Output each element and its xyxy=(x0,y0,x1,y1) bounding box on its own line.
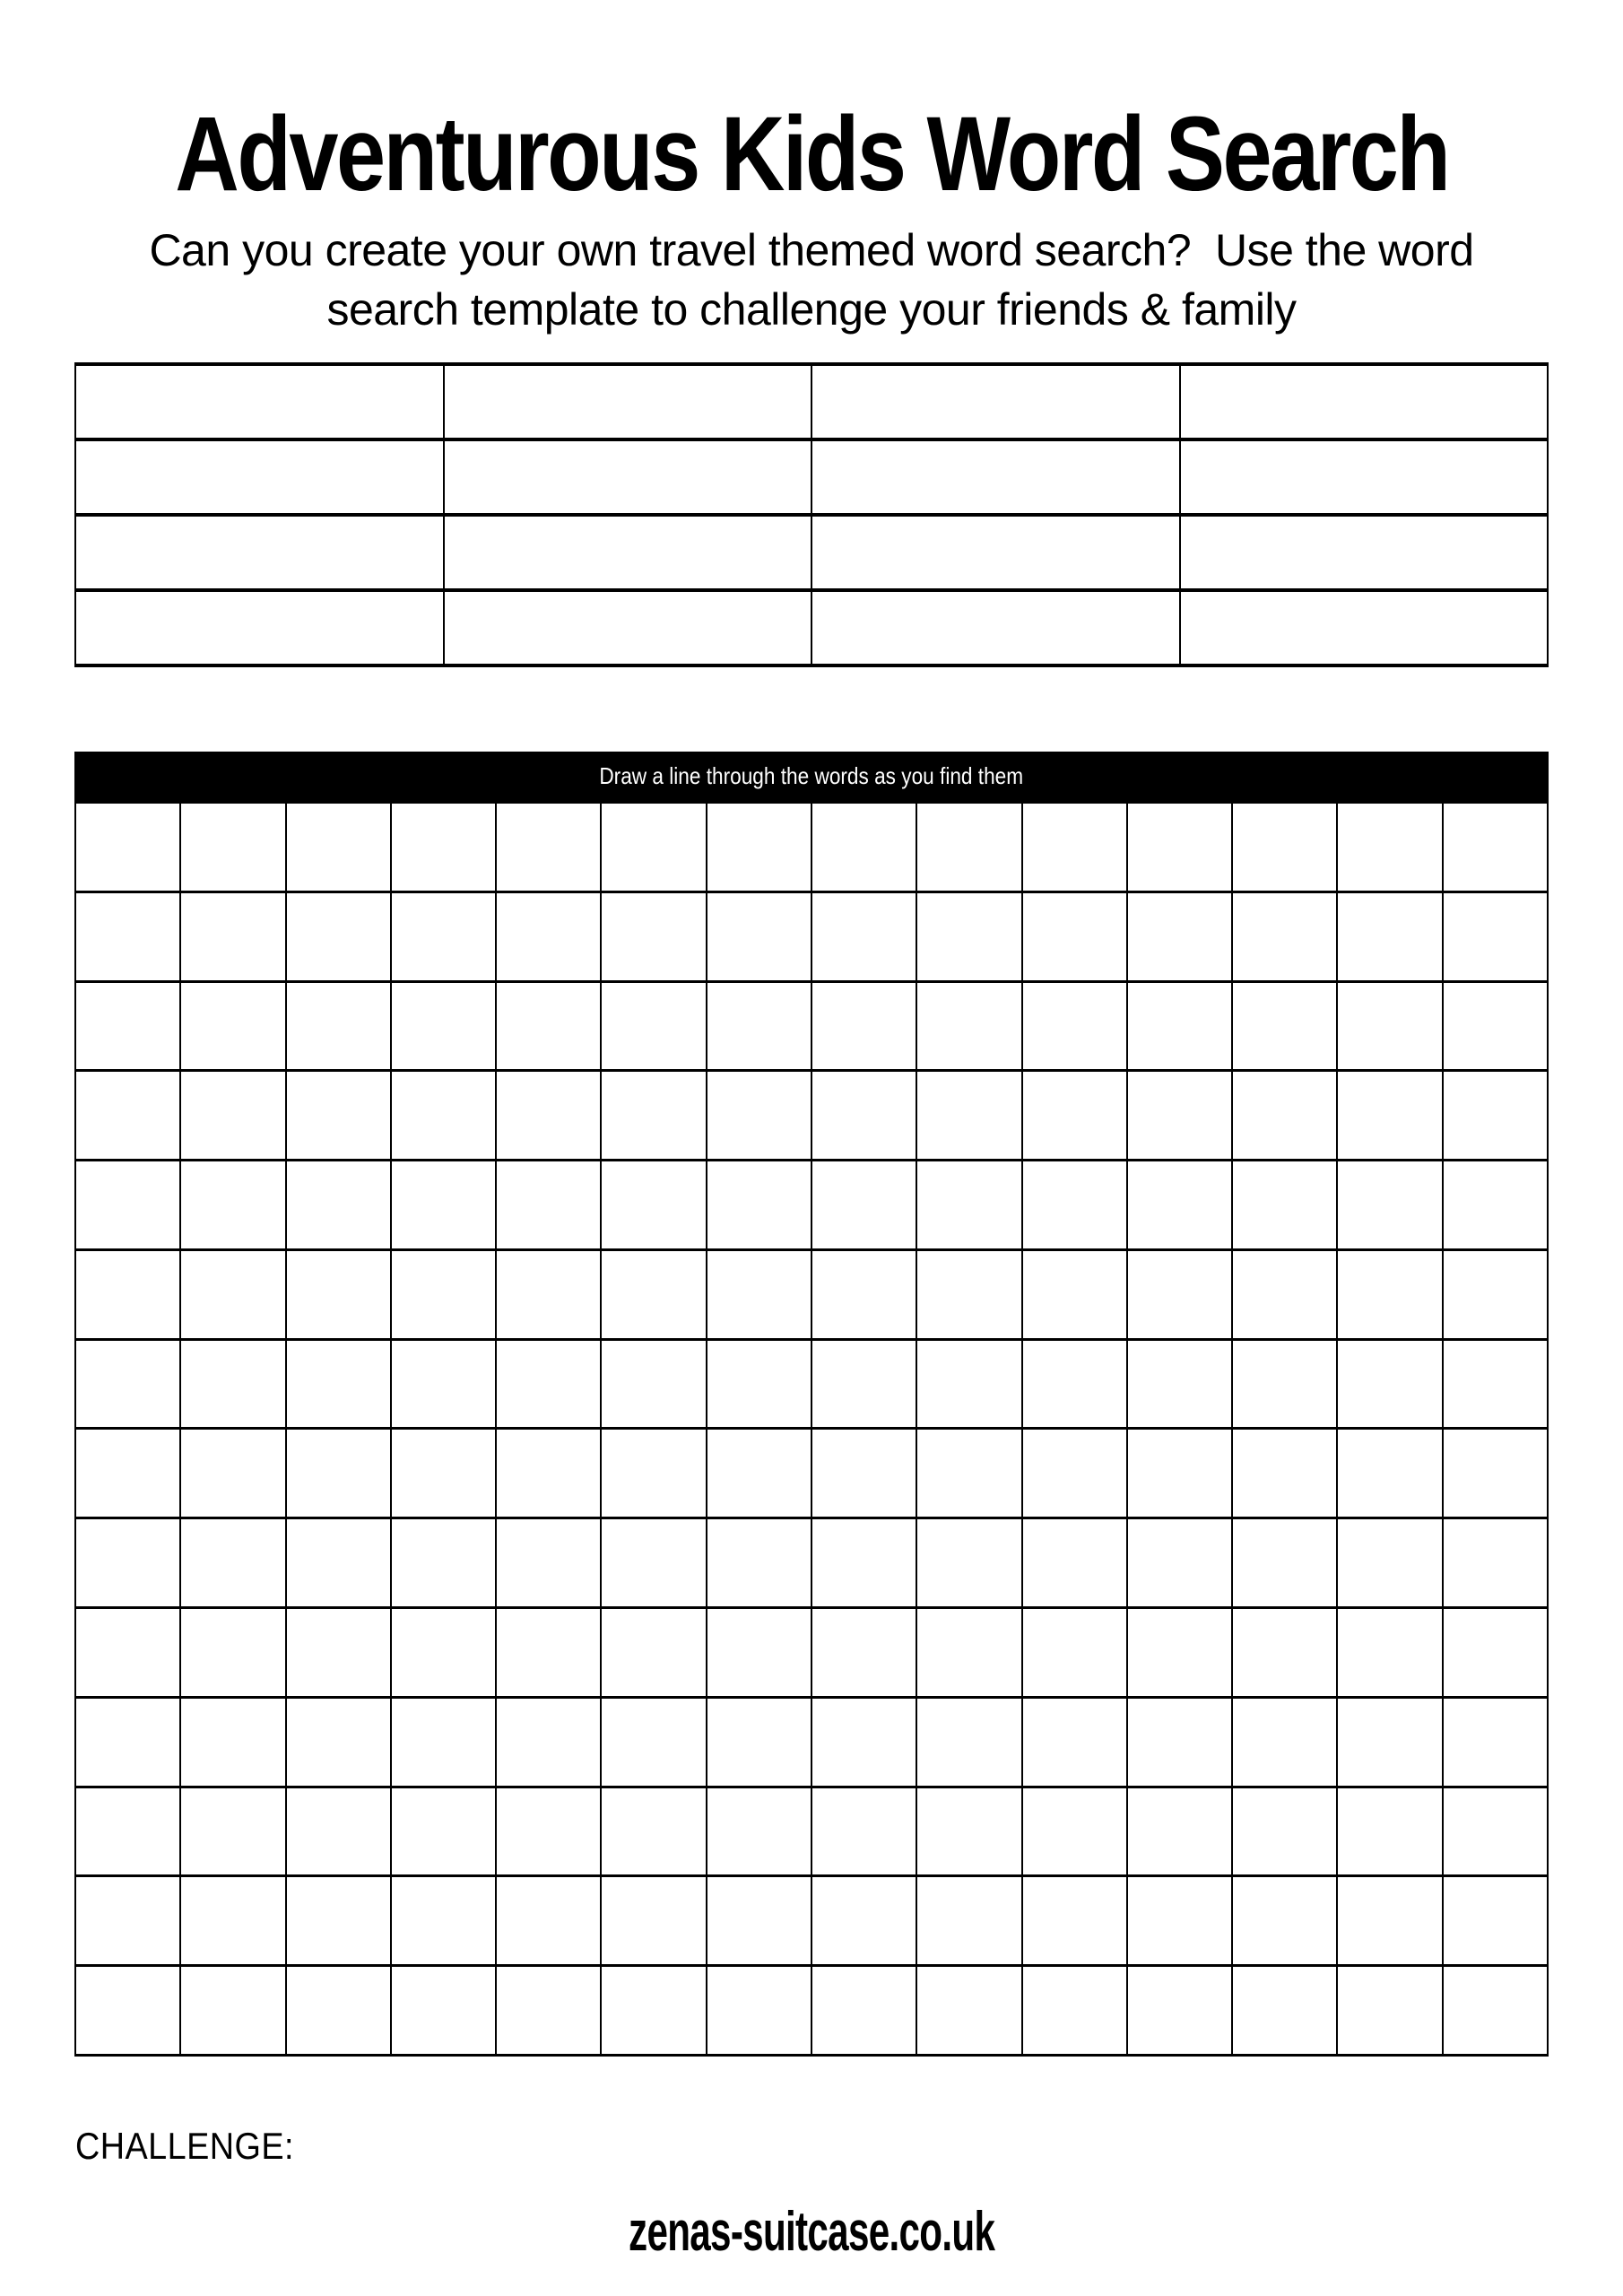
grid-cell xyxy=(1443,1161,1548,1250)
grid-cell xyxy=(1022,1161,1127,1250)
grid-cell xyxy=(286,1249,391,1339)
grid-cell xyxy=(1127,891,1232,981)
grid-cell xyxy=(391,1608,496,1698)
grid-cell-row xyxy=(75,1249,1548,1339)
grid-cell xyxy=(391,803,496,892)
grid-cell xyxy=(1443,1787,1548,1876)
page-title-text: Adventurous Kids Word Search xyxy=(174,95,1449,214)
grid-cell xyxy=(286,1966,391,2056)
grid-cell xyxy=(916,1697,1021,1787)
grid-cell xyxy=(75,1249,180,1339)
grid-cell xyxy=(1232,981,1337,1071)
grid-cell xyxy=(601,981,706,1071)
grid-cell xyxy=(180,1876,285,1966)
grid-cell xyxy=(391,1429,496,1518)
grid-cell xyxy=(1232,1339,1337,1429)
grid-cell-row xyxy=(75,1518,1548,1608)
grid-cell xyxy=(75,1966,180,2056)
grid-cell-row xyxy=(75,1161,1548,1250)
word-list-cell-row xyxy=(75,364,1548,439)
grid-cell xyxy=(75,1161,180,1250)
grid-cell xyxy=(286,1787,391,1876)
site-url xyxy=(0,2201,1623,2263)
word-list-cell xyxy=(75,439,444,515)
grid-cell xyxy=(180,1339,285,1429)
grid-cell xyxy=(1337,1697,1442,1787)
grid-cell xyxy=(601,1966,706,2056)
grid-cell xyxy=(1443,1249,1548,1339)
grid-cell xyxy=(1337,1966,1442,2056)
grid-cell xyxy=(1443,803,1548,892)
grid-cell xyxy=(916,1787,1021,1876)
grid-cell-row xyxy=(75,1339,1548,1429)
grid-cell xyxy=(1022,1249,1127,1339)
word-list-cell xyxy=(444,364,812,439)
grid-cell xyxy=(916,1339,1021,1429)
grid-cell xyxy=(916,1249,1021,1339)
grid-cell xyxy=(75,1876,180,1966)
grid-cell xyxy=(1232,1608,1337,1698)
grid-cell xyxy=(391,1876,496,1966)
grid-cell xyxy=(812,1518,916,1608)
grid-cell xyxy=(601,891,706,981)
grid-cell xyxy=(812,1429,916,1518)
grid-cell-row xyxy=(75,1966,1548,2056)
grid-cell xyxy=(601,1161,706,1250)
grid-cell xyxy=(180,1966,285,2056)
grid-cell xyxy=(707,1071,812,1161)
grid-cell-row xyxy=(75,1697,1548,1787)
grid-cell xyxy=(916,1608,1021,1698)
grid-cell xyxy=(916,891,1021,981)
grid-cell xyxy=(601,1876,706,1966)
grid-cell xyxy=(1443,981,1548,1071)
grid-cell xyxy=(180,1518,285,1608)
grid-cell xyxy=(180,803,285,892)
word-list-cell xyxy=(1180,364,1549,439)
grid-cell-row xyxy=(75,1608,1548,1698)
grid-cell xyxy=(1022,1608,1127,1698)
grid-cell xyxy=(286,981,391,1071)
grid-cell xyxy=(286,1161,391,1250)
grid-cell xyxy=(1232,803,1337,892)
grid-cell xyxy=(916,1518,1021,1608)
grid-cell xyxy=(601,1249,706,1339)
word-list-cell xyxy=(75,515,444,590)
grid-instruction-text: Draw a line through the words as you find them xyxy=(599,762,1024,789)
word-list-cell xyxy=(812,439,1180,515)
word-list-cell xyxy=(75,590,444,665)
word-list-cell-row xyxy=(75,515,1548,590)
grid-cell xyxy=(1443,1876,1548,1966)
grid-cell xyxy=(496,1249,601,1339)
grid-cell xyxy=(391,1071,496,1161)
grid-cell xyxy=(391,1339,496,1429)
word-list-cell-row xyxy=(75,590,1548,665)
word-list-cell xyxy=(812,590,1180,665)
grid-cell xyxy=(707,1876,812,1966)
grid-cell xyxy=(1232,1787,1337,1876)
grid-cell xyxy=(601,1787,706,1876)
grid-cell xyxy=(75,1608,180,1698)
grid-cell xyxy=(812,891,916,981)
grid-cell xyxy=(1443,1966,1548,2056)
grid-cell xyxy=(1022,803,1127,892)
grid-cell xyxy=(391,1249,496,1339)
grid-cell xyxy=(496,1071,601,1161)
word-list-cell xyxy=(1180,515,1549,590)
grid-cell xyxy=(1127,1249,1232,1339)
word-search-grid xyxy=(74,801,1549,2057)
grid-cell xyxy=(916,803,1021,892)
grid-cell xyxy=(707,1429,812,1518)
grid-cell xyxy=(180,1071,285,1161)
grid-cell xyxy=(1022,1339,1127,1429)
grid-cell xyxy=(496,1608,601,1698)
grid-cell xyxy=(1337,1161,1442,1250)
grid-cell xyxy=(286,1608,391,1698)
grid-cell xyxy=(1022,1071,1127,1161)
grid-cell xyxy=(75,1429,180,1518)
grid-cell-row xyxy=(75,803,1548,892)
grid-cell xyxy=(391,891,496,981)
grid-cell xyxy=(812,1697,916,1787)
grid-cell xyxy=(601,1339,706,1429)
grid-cell-row xyxy=(75,1071,1548,1161)
grid-cell xyxy=(180,891,285,981)
word-list-table xyxy=(74,362,1549,667)
grid-cell xyxy=(286,803,391,892)
grid-cell xyxy=(916,1071,1021,1161)
grid-cell xyxy=(601,1071,706,1161)
word-list-cell xyxy=(812,515,1180,590)
grid-cell xyxy=(75,1697,180,1787)
grid-cell xyxy=(812,981,916,1071)
grid-cell xyxy=(1022,1787,1127,1876)
grid-cell xyxy=(75,1787,180,1876)
grid-cell xyxy=(1337,1876,1442,1966)
grid-cell xyxy=(75,803,180,892)
grid-cell xyxy=(1232,1518,1337,1608)
grid-cell xyxy=(707,1697,812,1787)
grid-cell xyxy=(180,1787,285,1876)
grid-cell xyxy=(707,803,812,892)
grid-cell xyxy=(1127,1161,1232,1250)
grid-cell xyxy=(1022,891,1127,981)
grid-cell xyxy=(1022,1697,1127,1787)
grid-cell xyxy=(496,891,601,981)
grid-cell xyxy=(1337,1787,1442,1876)
grid-cell-row xyxy=(75,1787,1548,1876)
grid-instruction-bar xyxy=(74,752,1549,801)
grid-cell xyxy=(812,1071,916,1161)
grid-cell xyxy=(1127,1071,1232,1161)
grid-cell xyxy=(1232,1429,1337,1518)
grid-cell xyxy=(1337,1518,1442,1608)
grid-cell xyxy=(707,1608,812,1698)
grid-cell xyxy=(1232,1966,1337,2056)
grid-cell xyxy=(1127,1429,1232,1518)
grid-cell xyxy=(1337,981,1442,1071)
word-list-cell-row xyxy=(75,439,1548,515)
grid-cell xyxy=(391,1518,496,1608)
grid-cell xyxy=(1443,1518,1548,1608)
grid-cell xyxy=(1337,1608,1442,1698)
grid-cell xyxy=(496,1697,601,1787)
grid-cell xyxy=(180,1249,285,1339)
grid-cell xyxy=(1443,1429,1548,1518)
grid-cell-row xyxy=(75,1876,1548,1966)
grid-cell xyxy=(707,1339,812,1429)
grid-cell xyxy=(1022,981,1127,1071)
grid-cell xyxy=(916,1876,1021,1966)
grid-cell xyxy=(812,1876,916,1966)
grid-cell xyxy=(180,1608,285,1698)
grid-cell xyxy=(75,1518,180,1608)
grid-cell xyxy=(916,1966,1021,2056)
grid-cell xyxy=(180,1697,285,1787)
grid-cell xyxy=(812,1787,916,1876)
grid-cell xyxy=(391,1697,496,1787)
grid-cell xyxy=(1337,1429,1442,1518)
grid-cell-row xyxy=(75,891,1548,981)
site-url-text: zenas-suitcase.co.uk xyxy=(628,2201,995,2263)
grid-cell xyxy=(1127,1787,1232,1876)
grid-cell xyxy=(496,1876,601,1966)
grid-cell xyxy=(1443,891,1548,981)
grid-cell xyxy=(1337,891,1442,981)
grid-cell xyxy=(180,1429,285,1518)
grid-cell xyxy=(1127,1608,1232,1698)
grid-cell xyxy=(1022,1876,1127,1966)
grid-cell xyxy=(286,1518,391,1608)
grid-cell xyxy=(1022,1429,1127,1518)
grid-cell xyxy=(812,1161,916,1250)
challenge-label: CHALLENGE: xyxy=(75,2125,294,2167)
grid-cell-row xyxy=(75,1429,1548,1518)
grid-cell xyxy=(916,1161,1021,1250)
grid-cell xyxy=(1337,1339,1442,1429)
grid-cell xyxy=(707,981,812,1071)
word-list-cell xyxy=(444,590,812,665)
grid-cell xyxy=(601,1608,706,1698)
page-subtitle: Can you create your own travel themed word search? Use the word search template to challenge your friends & family xyxy=(149,225,1486,335)
grid-cell xyxy=(601,803,706,892)
grid-cell xyxy=(916,981,1021,1071)
page-title xyxy=(0,95,1623,214)
grid-cell xyxy=(707,891,812,981)
grid-cell xyxy=(812,1249,916,1339)
grid-cell xyxy=(1443,1697,1548,1787)
grid-cell xyxy=(496,1518,601,1608)
grid-cell xyxy=(1127,803,1232,892)
grid-cell xyxy=(1127,1966,1232,2056)
grid-cell xyxy=(391,981,496,1071)
grid-cell xyxy=(601,1518,706,1608)
grid-cell xyxy=(707,1966,812,2056)
grid-cell xyxy=(75,1071,180,1161)
grid-cell xyxy=(812,803,916,892)
grid-cell xyxy=(1232,1249,1337,1339)
word-list-cell xyxy=(1180,439,1549,515)
word-list-cell xyxy=(812,364,1180,439)
grid-cell xyxy=(707,1161,812,1250)
grid-cell xyxy=(1443,1339,1548,1429)
grid-cell xyxy=(1127,1697,1232,1787)
word-list-cell xyxy=(75,364,444,439)
grid-cell xyxy=(496,1787,601,1876)
grid-cell xyxy=(1232,1071,1337,1161)
grid-cell xyxy=(496,803,601,892)
grid-cell xyxy=(1337,1071,1442,1161)
grid-cell xyxy=(496,1966,601,2056)
grid-cell xyxy=(1022,1966,1127,2056)
grid-cell xyxy=(1337,1249,1442,1339)
grid-cell xyxy=(812,1608,916,1698)
grid-cell xyxy=(1127,1876,1232,1966)
grid-cell xyxy=(1232,1697,1337,1787)
grid-cell xyxy=(1127,981,1232,1071)
grid-cell xyxy=(1337,803,1442,892)
grid-cell xyxy=(75,1339,180,1429)
grid-cell xyxy=(286,1876,391,1966)
grid-cell xyxy=(1232,1876,1337,1966)
word-list-cell xyxy=(1180,590,1549,665)
grid-cell xyxy=(601,1429,706,1518)
grid-cell xyxy=(286,1339,391,1429)
grid-cell xyxy=(1232,891,1337,981)
grid-cell xyxy=(1443,1071,1548,1161)
grid-cell xyxy=(1022,1518,1127,1608)
grid-cell xyxy=(180,1161,285,1250)
grid-cell xyxy=(286,1071,391,1161)
grid-cell xyxy=(1232,1161,1337,1250)
grid-cell xyxy=(180,981,285,1071)
grid-cell xyxy=(286,1429,391,1518)
grid-cell xyxy=(1443,1608,1548,1698)
grid-cell xyxy=(496,981,601,1071)
grid-cell xyxy=(75,891,180,981)
grid-cell xyxy=(75,981,180,1071)
grid-cell xyxy=(496,1161,601,1250)
grid-cell xyxy=(916,1429,1021,1518)
word-list-cell xyxy=(444,515,812,590)
grid-cell xyxy=(707,1249,812,1339)
grid-cell xyxy=(496,1339,601,1429)
grid-cell xyxy=(1127,1518,1232,1608)
grid-cell xyxy=(391,1787,496,1876)
grid-cell xyxy=(601,1697,706,1787)
grid-cell xyxy=(391,1161,496,1250)
grid-cell xyxy=(707,1518,812,1608)
grid-cell xyxy=(1127,1339,1232,1429)
grid-cell xyxy=(286,891,391,981)
word-list-cell xyxy=(444,439,812,515)
grid-cell xyxy=(391,1966,496,2056)
grid-cell xyxy=(812,1339,916,1429)
grid-cell xyxy=(707,1787,812,1876)
grid-cell-row xyxy=(75,981,1548,1071)
grid-cell xyxy=(286,1697,391,1787)
grid-cell xyxy=(812,1966,916,2056)
grid-cell xyxy=(496,1429,601,1518)
